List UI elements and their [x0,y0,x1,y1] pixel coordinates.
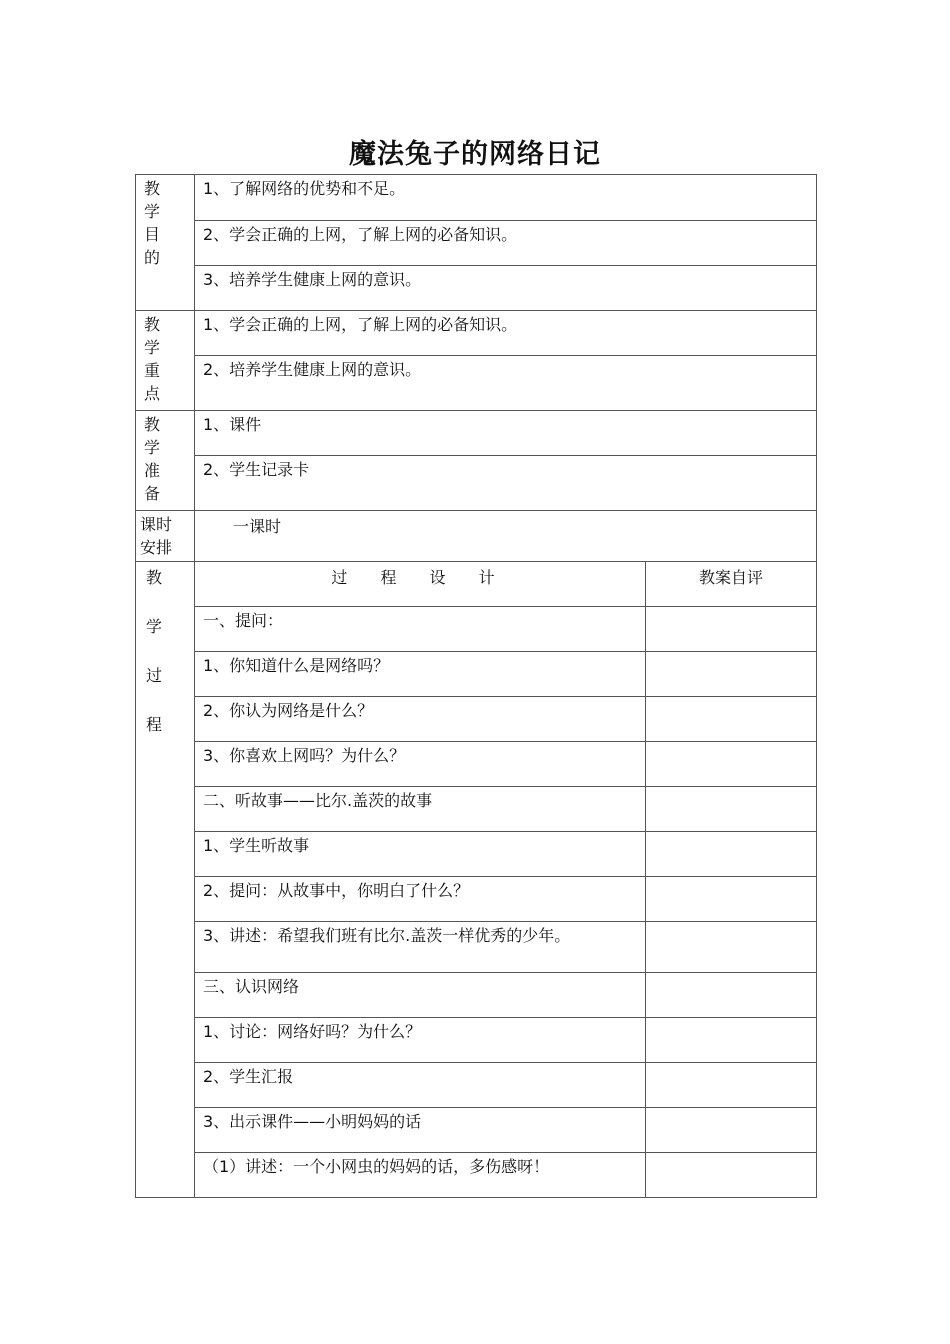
evaluation-cell [646,877,817,922]
preparation-item: 1、课件 [195,411,817,456]
evaluation-cell [646,1018,817,1063]
evaluation-cell [646,1108,817,1153]
objective-item: 1、了解网络的优势和不足。 [195,175,817,221]
process-step: 2、提问：从故事中，你明白了什么？ [195,877,646,922]
evaluation-cell [646,922,817,973]
process-step: 一、提问： [195,607,646,652]
process-step: 1、讨论：网络好吗？为什么？ [195,1018,646,1063]
objectives-label: 教 学 目 的 [136,175,195,311]
lesson-plan-table [135,174,817,1198]
document-title: 魔法兔子的网络日记 [349,139,601,170]
process-step: 1、学生听故事 [195,832,646,877]
process-step: 3、你喜欢上网吗？为什么？ [195,742,646,787]
process-step: 1、你知道什么是网络吗？ [195,652,646,697]
key-point-item: 2、培养学生健康上网的意识。 [195,356,817,411]
process-step: 2、学生汇报 [195,1063,646,1108]
key-points-label: 教 学 重 点 [136,311,195,411]
process-design-header: 过 程 设 计 [195,562,646,607]
schedule-value: 一课时 [195,511,817,562]
key-point-item: 1、学会正确的上网，了解上网的必备知识。 [195,311,817,356]
process-step: 3、出示课件——小明妈妈的话 [195,1108,646,1153]
evaluation-cell [646,697,817,742]
process-step: 二、听故事——比尔.盖茨的故事 [195,787,646,832]
preparation-label: 教 学 准 备 [136,411,195,511]
evaluation-cell [646,973,817,1018]
evaluation-cell [646,742,817,787]
process-step: 三、认识网络 [195,973,646,1018]
evaluation-cell [646,607,817,652]
evaluation-cell [646,787,817,832]
self-evaluation-header: 教案自评 [646,562,817,607]
objective-item: 2、学会正确的上网，了解上网的必备知识。 [195,221,817,266]
objective-item: 3、培养学生健康上网的意识。 [195,266,817,311]
process-step: 3、讲述：希望我们班有比尔.盖茨一样优秀的少年。 [195,922,646,973]
evaluation-cell [646,1063,817,1108]
evaluation-cell [646,1153,817,1198]
process-label: 教 学 过 程 [136,562,195,1198]
preparation-item: 2、学生记录卡 [195,456,817,511]
schedule-label: 课时 安排 [136,511,195,562]
process-step: （1）讲述：一个小网虫的妈妈的话，多伤感呀！ [195,1153,646,1198]
process-step: 2、你认为网络是什么？ [195,697,646,742]
evaluation-cell [646,832,817,877]
evaluation-cell [646,652,817,697]
